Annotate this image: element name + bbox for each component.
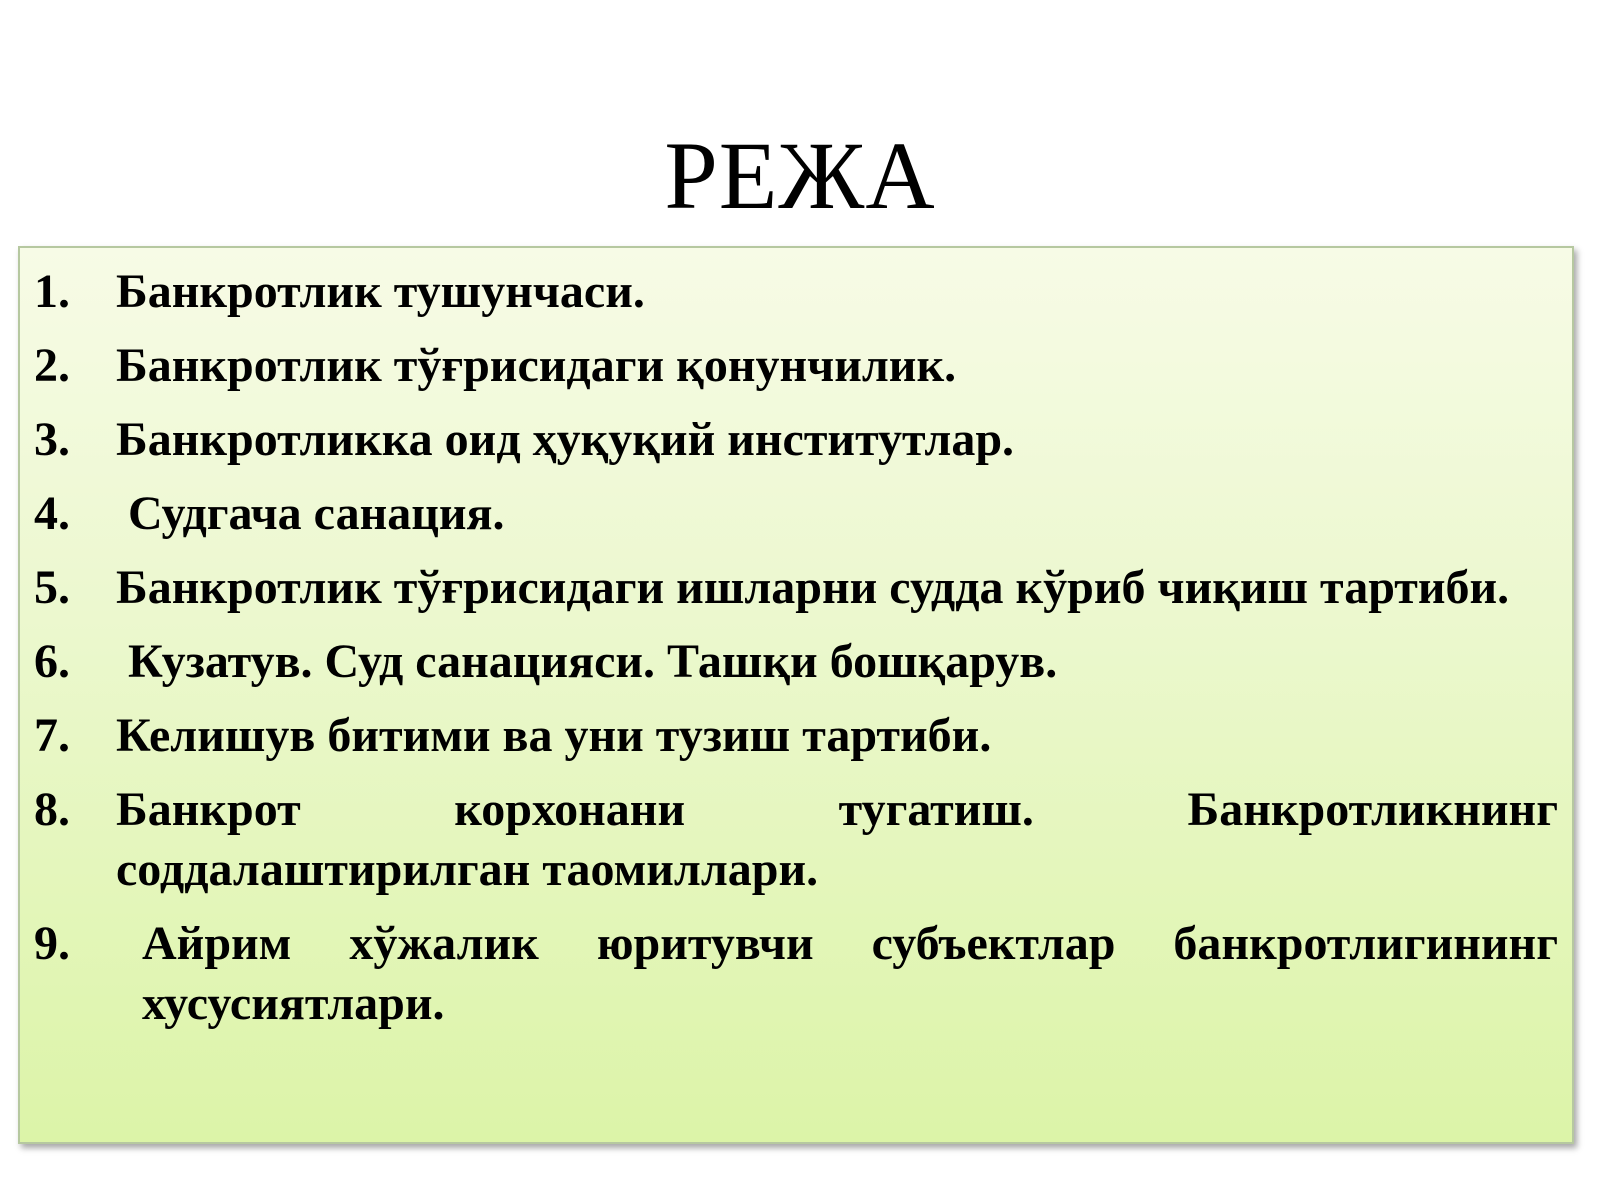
item-text: Кузатув. Суд санацияси. Ташқи бошқарув. bbox=[128, 635, 1058, 688]
list-item bbox=[34, 336, 1558, 396]
list-item bbox=[34, 410, 1558, 470]
item-number: 2. bbox=[34, 339, 70, 392]
item-text: Банкротлик тўғрисидаги ишларни судда кўриб чиқиш тартиби. bbox=[116, 561, 1510, 614]
item-number: 1. bbox=[34, 265, 70, 318]
item-number: 5. bbox=[34, 561, 70, 614]
item-number: 3. bbox=[34, 413, 70, 466]
slide-title: РЕЖА bbox=[664, 122, 936, 229]
item-text: Келишув битими ва уни тузиш тартиби. bbox=[116, 709, 992, 762]
item-text: Банкротликка оид ҳуқуқий институтлар. bbox=[116, 413, 1015, 466]
list-item bbox=[34, 632, 1558, 692]
item-text: Банкрот корхонани тугатиш. Банкротликнинг соддалаштирилган таомиллари. bbox=[116, 783, 1558, 896]
list-item bbox=[34, 780, 1558, 900]
item-number: 4. bbox=[34, 487, 70, 540]
list-item bbox=[34, 706, 1558, 766]
plan-list bbox=[34, 262, 1558, 1048]
item-number: 8. bbox=[34, 783, 70, 836]
item-text: Банкротлик тўғрисидаги қонунчилик. bbox=[116, 339, 957, 392]
item-text: Айрим хўжалик юритувчи субъектлар банкротлигининг хусусиятлари. bbox=[142, 917, 1558, 1030]
list-item bbox=[34, 914, 1558, 1034]
item-number: 7. bbox=[34, 709, 70, 762]
item-number: 9. bbox=[34, 917, 70, 970]
item-text: Банкротлик тушунчаси. bbox=[116, 265, 645, 318]
list-item bbox=[34, 558, 1558, 618]
list-item bbox=[34, 262, 1558, 322]
item-number: 6. bbox=[34, 635, 70, 688]
item-text: Судгача санация. bbox=[128, 487, 505, 540]
list-item bbox=[34, 484, 1558, 544]
